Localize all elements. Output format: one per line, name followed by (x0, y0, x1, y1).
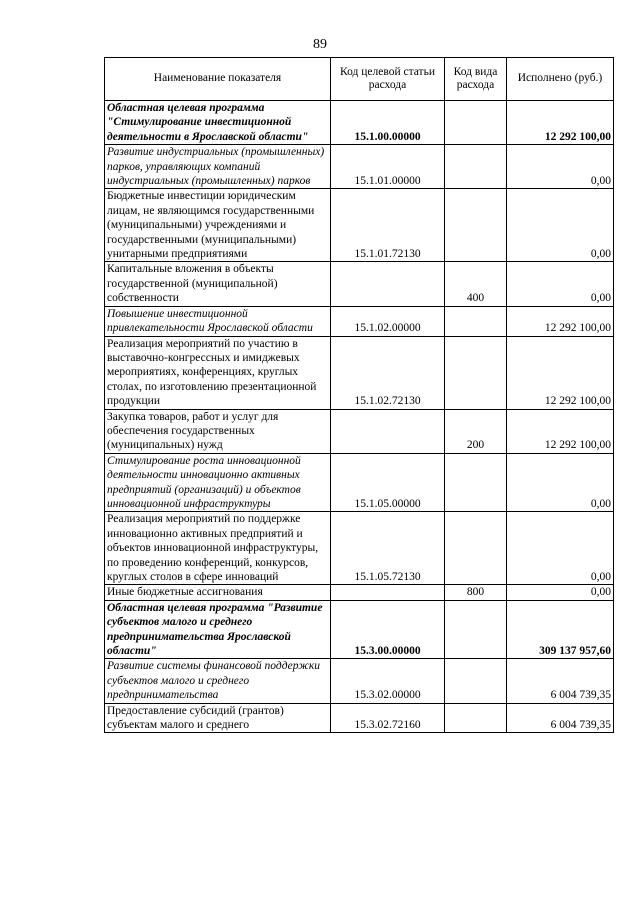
amount-cell: 0,00 (507, 585, 614, 600)
code-cell: 15.3.00.00000 (331, 600, 445, 659)
kind-cell: 400 (445, 262, 507, 306)
table-row (105, 306, 614, 336)
table-body (105, 101, 614, 733)
kind-cell (445, 703, 507, 733)
amount-cell: 12 292 100,00 (507, 306, 614, 336)
amount-cell: 0,00 (507, 512, 614, 585)
amount-cell: 12 292 100,00 (507, 409, 614, 453)
amount-cell: 0,00 (507, 189, 614, 262)
table-header-row (105, 58, 614, 101)
table-row (105, 101, 614, 145)
code-cell: 15.1.01.00000 (331, 145, 445, 189)
name-cell: Иные бюджетные ассигнования (105, 585, 331, 600)
header-code: Код целевой статьи расхода (331, 58, 445, 101)
name-cell: Предоставление субсидий (грантов) субъектам малого и среднего (105, 703, 331, 733)
amount-cell: 0,00 (507, 145, 614, 189)
table-row (105, 703, 614, 733)
name-cell: Реализация мероприятий по участию в выставочно-конгрессных и имиджевых мероприятиях, конференциях, круглых столах, по изготовлению презентационной продукции (105, 336, 331, 409)
code-cell (331, 585, 445, 600)
code-cell: 15.1.05.72130 (331, 512, 445, 585)
code-cell: 15.1.05.00000 (331, 453, 445, 512)
table-row (105, 262, 614, 306)
table-row (105, 409, 614, 453)
amount-cell: 6 004 739,35 (507, 659, 614, 703)
amount-cell: 12 292 100,00 (507, 101, 614, 145)
code-cell: 15.3.02.00000 (331, 659, 445, 703)
table-row (105, 336, 614, 409)
name-cell: Стимулирование роста инновационной деятельности инновационно активных предприятий (организаций) и объектов инновационной инфраструктуры (105, 453, 331, 512)
code-cell: 15.1.02.72130 (331, 336, 445, 409)
table-row (105, 189, 614, 262)
kind-cell (445, 512, 507, 585)
page-number: 89 (313, 37, 327, 52)
name-cell: Реализация мероприятий по поддержке инновационно активных предприятий и объектов инновационной инфраструктуры, по проведению конференций, конкурсов, круглых столов в сфере инноваций (105, 512, 331, 585)
name-cell: Областная целевая программа "Стимулирование инвестиционной деятельности в Ярославской области" (105, 101, 331, 145)
kind-cell (445, 101, 507, 145)
table-row (105, 512, 614, 585)
name-cell: Развитие системы финансовой поддержки субъектов малого и среднего предпринимательства (105, 659, 331, 703)
code-cell (331, 262, 445, 306)
code-cell: 15.3.02.72160 (331, 703, 445, 733)
name-cell: Капитальные вложения в объекты государственной (муниципальной) собственности (105, 262, 331, 306)
name-cell: Развитие индустриальных (промышленных) парков, управляющих компаний индустриальных (промышленных) парков (105, 145, 331, 189)
kind-cell (445, 189, 507, 262)
code-cell: 15.1.01.72130 (331, 189, 445, 262)
amount-cell: 0,00 (507, 453, 614, 512)
table-row (105, 585, 614, 600)
amount-cell: 12 292 100,00 (507, 336, 614, 409)
kind-cell (445, 306, 507, 336)
header-name: Наименование показателя (105, 58, 331, 101)
amount-cell: 0,00 (507, 262, 614, 306)
header-kind: Код вида расхода (445, 58, 507, 101)
kind-cell (445, 145, 507, 189)
name-cell: Закупка товаров, работ и услуг для обеспечения государственных (муниципальных) нужд (105, 409, 331, 453)
kind-cell (445, 336, 507, 409)
code-cell (331, 409, 445, 453)
name-cell: Бюджетные инвестиции юридическим лицам, не являющимся государственными (муниципальными) учреждениями и государственными (муниципальными) унитарными предприятиями (105, 189, 331, 262)
kind-cell (445, 659, 507, 703)
table-row (105, 145, 614, 189)
amount-cell: 309 137 957,60 (507, 600, 614, 659)
table-row (105, 659, 614, 703)
name-cell: Повышение инвестиционной привлекательности Ярославской области (105, 306, 331, 336)
kind-cell (445, 600, 507, 659)
table-row (105, 453, 614, 512)
budget-table (104, 57, 614, 733)
amount-cell: 6 004 739,35 (507, 703, 614, 733)
code-cell: 15.1.02.00000 (331, 306, 445, 336)
table-row (105, 600, 614, 659)
kind-cell: 800 (445, 585, 507, 600)
kind-cell (445, 453, 507, 512)
code-cell: 15.1.00.00000 (331, 101, 445, 145)
kind-cell: 200 (445, 409, 507, 453)
name-cell: Областная целевая программа "Развитие субъектов малого и среднего предпринимательства Ярославской области" (105, 600, 331, 659)
header-amount: Исполнено (руб.) (507, 58, 614, 101)
